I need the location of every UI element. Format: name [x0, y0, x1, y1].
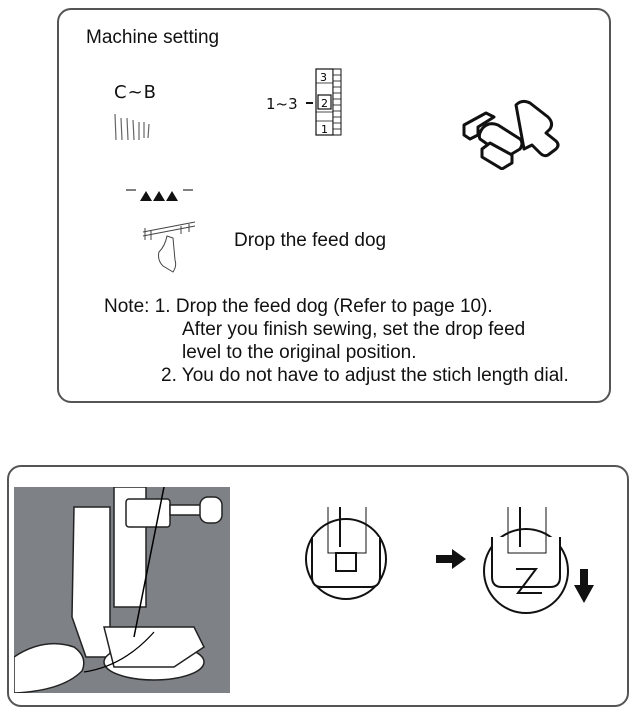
svg-text:3: 3	[320, 71, 327, 84]
note-line: After you finish sewing, set the drop feed	[182, 319, 526, 340]
stitch-length-dial-icon	[306, 67, 354, 139]
illustration-panel	[7, 465, 629, 707]
note-line: Drop the feed dog (Refer to page 10).	[175, 296, 493, 317]
note-prefix: Note:	[104, 296, 150, 317]
stitch-lines-icon	[111, 110, 161, 146]
note-item-number: 1.	[154, 296, 171, 317]
note-block	[104, 295, 569, 387]
stitch-step-diagram	[304, 507, 604, 637]
note-line: You do not have to adjust the stich length dial.	[181, 365, 569, 386]
presser-foot-illustration	[14, 487, 230, 693]
svg-text:1: 1	[321, 123, 328, 136]
down-arrow-icon	[574, 569, 594, 603]
stitch-pattern-label: C~B	[114, 82, 157, 103]
stitch-length-label: 1~3	[266, 95, 298, 113]
machine-setting-panel	[57, 8, 611, 403]
panel-title: Machine setting	[86, 27, 220, 48]
svg-text:2: 2	[321, 97, 328, 110]
button-sewing-foot-icon	[454, 95, 564, 170]
sewing-foot-photo	[14, 487, 230, 693]
drop-feed-lever-icon	[139, 218, 209, 278]
right-arrow-icon	[436, 549, 466, 569]
note-item-number: 2.	[161, 365, 177, 386]
note-line: level to the original position.	[182, 342, 417, 363]
feed-dog-triangles-icon	[126, 185, 196, 205]
feed-dog-instruction: Drop the feed dog	[234, 230, 387, 251]
